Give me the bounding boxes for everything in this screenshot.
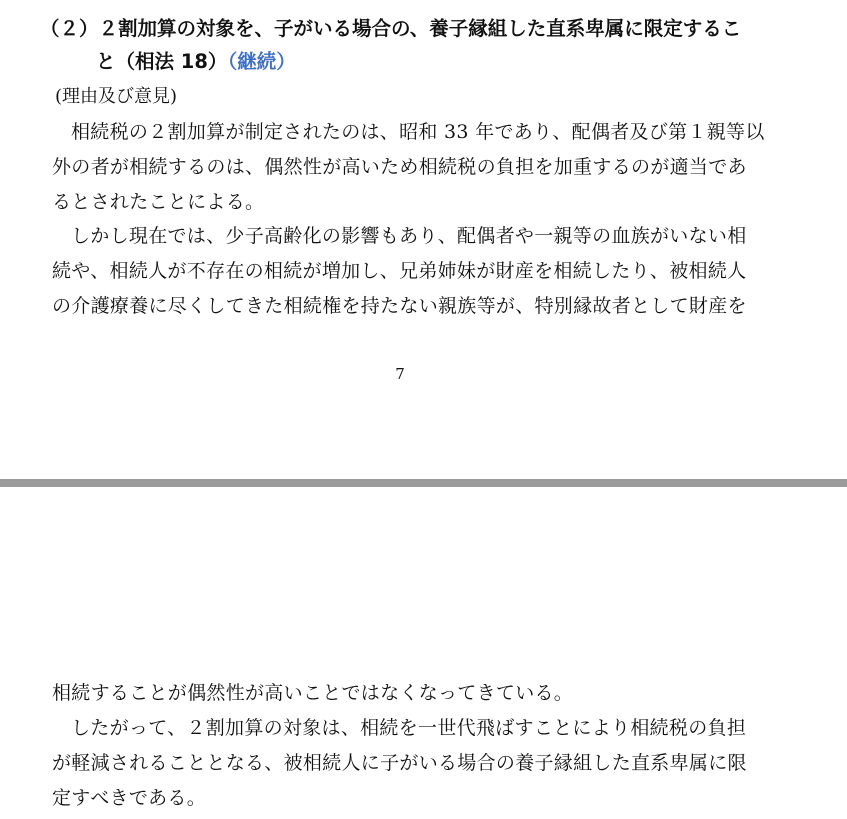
text-line: 外の者が相続するのは、偶然性が高いため相続税の負担を加重するのが適当であ: [52, 156, 747, 178]
page-number: 7: [395, 365, 405, 383]
text-line: しかし現在では、少子高齢化の影響もあり、配偶者や一親等の血族がいない相: [71, 225, 747, 247]
paragraph-continuation: [52, 676, 812, 711]
text-line: るとされたことによる。: [52, 191, 265, 213]
paragraph-conclusion: [52, 711, 812, 816]
text-line: 相続税の２割加算が制定されたのは、昭和 33 年であり、配偶者及び第１親等以: [71, 121, 765, 143]
section-heading: [40, 12, 810, 78]
text-line: が軽減されることとなる、被相続人に子がいる場合の養子縁組した直系卑属に限: [52, 752, 747, 774]
paragraph-current-situation: [52, 219, 812, 324]
section-number: （２）: [40, 17, 99, 40]
status-label: （継続）: [227, 50, 296, 73]
section-title-line-1: ２割加算の対象を、子がいる場合の、養子縁組した直系卑属に限定するこ: [98, 17, 742, 40]
text-line: 定すべきである。: [52, 787, 207, 809]
text-line: したがって、２割加算の対象は、相続を一世代飛ばすことにより相続税の負担: [71, 717, 747, 739]
reason-label: (理由及び意見): [55, 86, 178, 107]
paragraph-background: [52, 115, 812, 220]
text-line: 相続することが偶然性が高いことではなくなってきている。: [52, 682, 574, 704]
page-break-divider: [0, 479, 847, 487]
section-title-line-2: と（相法 18）: [96, 50, 228, 73]
text-line: 続や、相続人が不存在の相続が増加し、兄弟姉妹が財産を相続したり、被相続人: [52, 260, 747, 282]
document-page-bottom: [0, 487, 847, 819]
text-line: の介護療養に尽くしてきた相続権を持たない親族等が、特別縁故者として財産を: [52, 295, 747, 317]
